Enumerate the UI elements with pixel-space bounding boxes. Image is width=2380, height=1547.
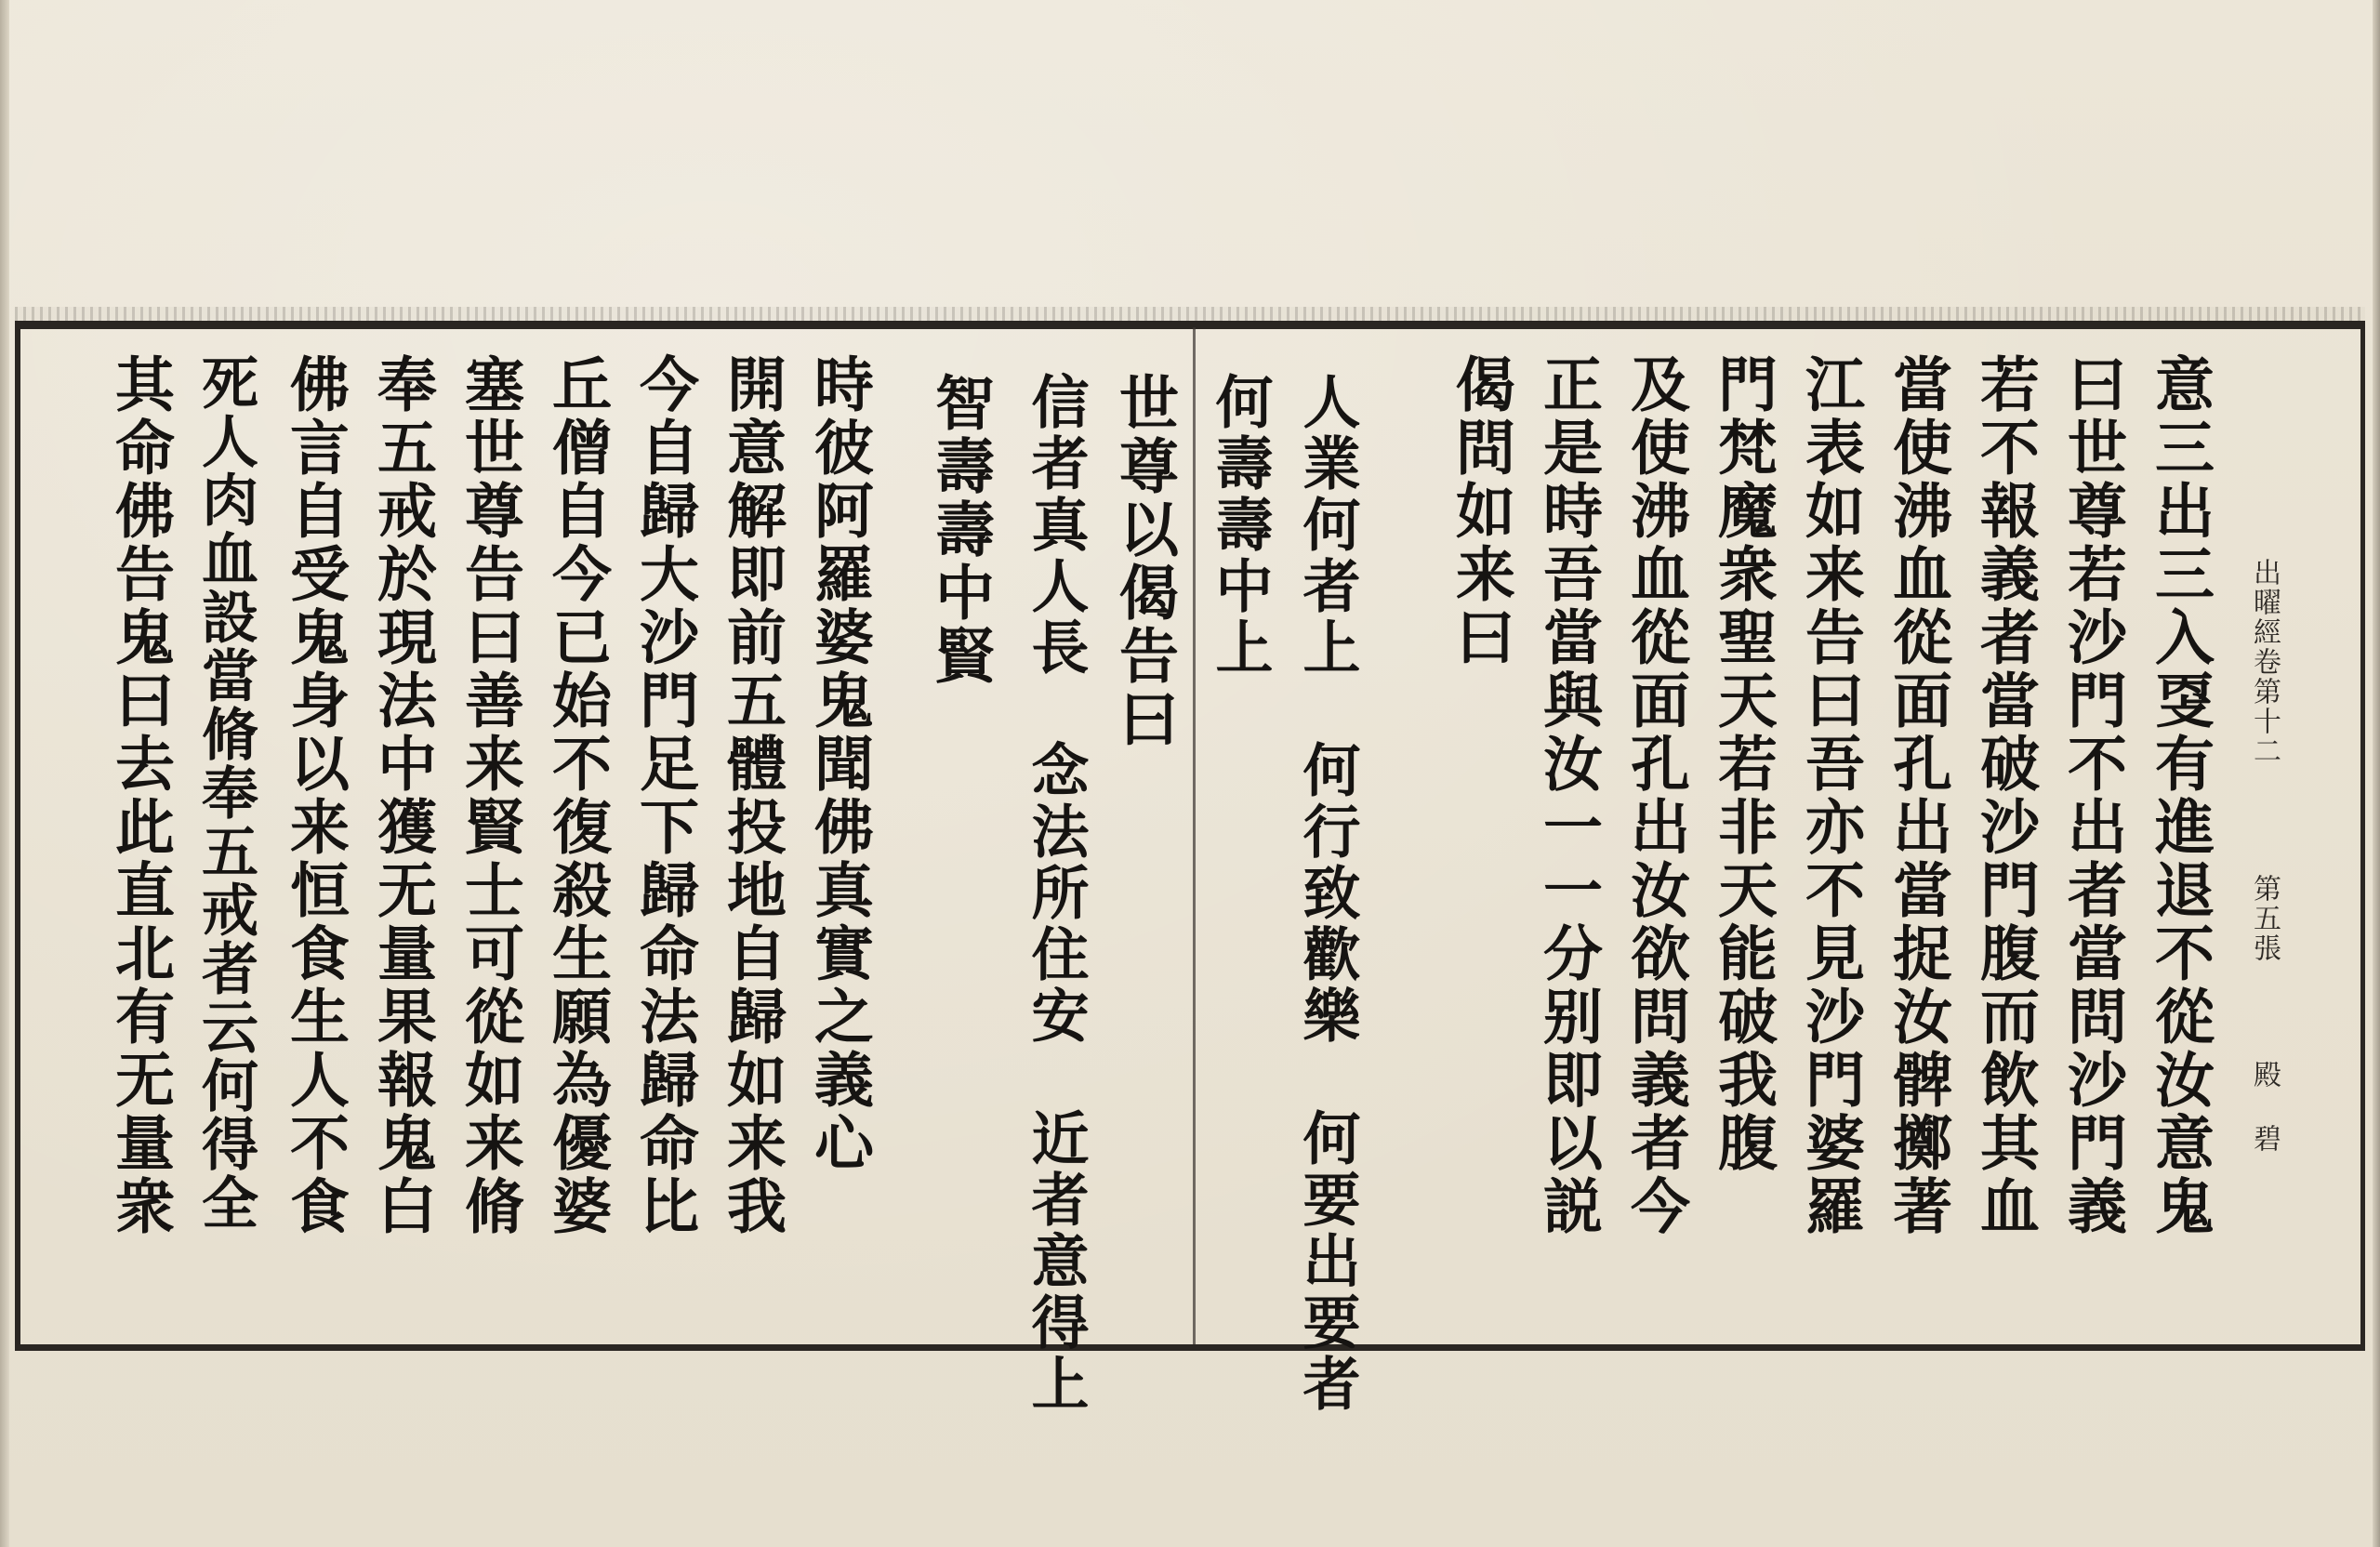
text-column: 今自歸大沙門足下歸命法歸命比: [629, 353, 699, 1238]
text-column: 丘僧自今已始不復殺生願為優婆: [542, 353, 612, 1238]
page-left-edge: [0, 0, 9, 1547]
text-column: 若不報義者當破沙門腹而飲其血: [1970, 353, 2040, 1238]
text-column: 及使沸血從面孔出汝欲問義者今: [1620, 353, 1690, 1238]
text-column: 塞世尊告曰善来賢士可從如来脩: [455, 353, 524, 1238]
text-column: 其命佛告鬼曰去此直北有无量衆: [105, 353, 175, 1238]
text-column: 江表如来告曰吾亦不見沙門婆羅: [1795, 353, 1865, 1238]
text-column: 開意解即前五體投地自歸如来我: [717, 353, 787, 1238]
text-column: 人業何者上 何行致歡樂 何要出要者: [1293, 372, 1361, 1415]
text-column: 信者真人長 念法所住安 近者意得上: [1022, 372, 1090, 1415]
text-column: 智壽壽中賢: [925, 372, 995, 688]
text-column: 曰世尊若沙門不出者當問沙門義: [2057, 353, 2127, 1238]
margin-mark: 殿 碧: [2248, 1060, 2281, 1154]
margin-sutra-title: 出曜經卷第十二: [2248, 558, 2281, 766]
center-fold-line: [1193, 327, 1196, 1344]
text-column: 門梵魔衆聖天若非天能破我腹: [1708, 353, 1778, 1175]
text-column: 奉五戒於現法中獲无量果報鬼白: [367, 353, 437, 1238]
text-column: 時彼阿羅婆鬼聞佛真實之義心: [804, 353, 874, 1175]
text-column: 世尊以偈告曰: [1109, 372, 1179, 751]
page-right-edge: [2373, 0, 2380, 1547]
text-column: 佛言自受鬼身以来恒食生人不食: [280, 353, 350, 1238]
text-column: 正是時吾當與汝一一分别即以説: [1533, 353, 1603, 1238]
text-column: 意三出三入㪅有進退不從汝意鬼: [2145, 353, 2215, 1238]
text-column: 死人肉血設當脩奉五戒者云何得全: [192, 353, 258, 1232]
text-column: 何壽壽中上: [1206, 372, 1274, 679]
text-column: 當使沸血從面孔出當捉汝髀擲著: [1883, 353, 1952, 1238]
text-column: 偈問如来曰: [1446, 353, 1515, 669]
margin-page-number: 第五張: [2248, 874, 2281, 963]
